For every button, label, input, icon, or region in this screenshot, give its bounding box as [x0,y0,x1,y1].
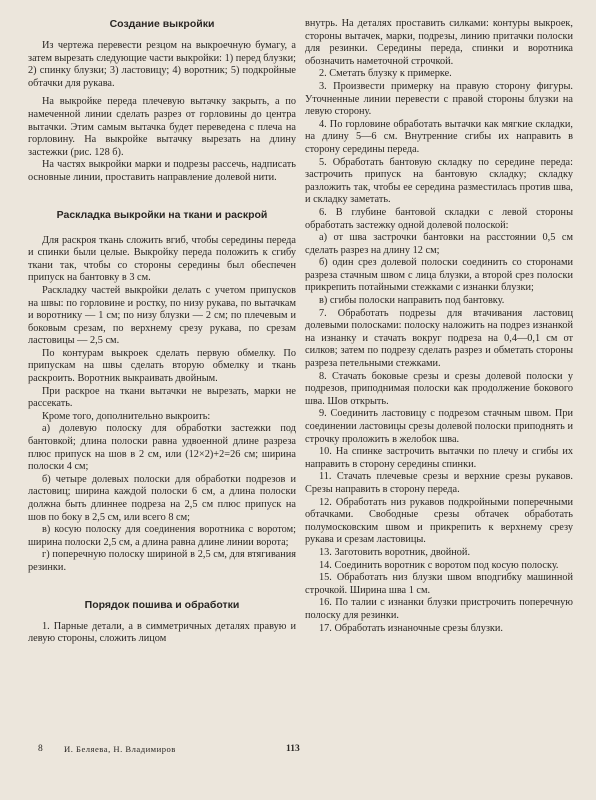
section-heading-layout-cutting: Раскладка выкройки на ткани и раскрой [56,208,268,221]
paragraph: Из чертежа перевести резцом на выкроечную бумагу, а затем вырезать следующие части выкройки: 1) перед блузки; 2) спинку блузки; 3) ластовицу; 4) воротник; 5) подкройные обтачки для рукава. [28,40,296,89]
page-number: 113 [286,744,300,754]
step-item: 9. Соединить ластовицу с подрезом стачным швом. При соединении ластовицы срезы долевой полоски приподнять и строчку проложить в желобок шва. [305,408,573,445]
step-item: 10. На спинке застрочить вытачки по плечу и сгибы их направить в сторону середины спинки. [305,446,573,470]
step-item: 3. Произвести примерку на правую сторону фигуры. Уточненные линии перевести с правой стороны блузки на левую сторону. [305,80,573,118]
step-item: 8. Стачать боковые срезы и срезы долевой полоски у подрезов, приподнимая полоски как продолжение бокового шва. Шов открыть. [305,370,573,407]
list-item: в) косую полоску для соединения воротника с воротом; ширина полоски 2,5 см, а длина равна длине линии ворота; [28,524,296,548]
step-item: 17. Обработать изнаночные срезы блузки. [319,622,503,634]
list-item: г) поперечную полоску шириной в 2,5 см, для втягивания резинки. [28,549,296,573]
paragraph: При раскрое на ткани вытачки не вырезать, марки не рассекать. [28,385,296,410]
step-item: 15. Обработать низ блузки швом вподгибку машинной строчкой. Ширина шва 1 см. [305,572,573,596]
left-column [28,18,296,646]
footer-authors: И. Беляева, Н. Владимиров [64,744,176,754]
paragraph: Кроме того, дополнительно выкроить: [42,410,211,422]
right-column [305,18,573,635]
paragraph: внутрь. На деталях проставить силками: контуры выкроек, стороны вытачек, марки, подрезы, линию притачки полоски для резинки. Середины переда, спинки и воротника обозначить наметочной строчкой. [305,18,573,67]
step-item: 12. Обработать низ рукавов подкройными поперечными обтачками. Свободные срезы обтачек обработать полумосковским швом и прикрепить к верхнему срезу рукава и срезам ластовицы. [305,496,573,546]
list-item: б) четыре долевых полоски для обработки подрезов и ластовиц; ширина каждой полоски 6 см, а длина полоски должна быть длиннее подреза на 2,5 см плюс припуск на шов по боку в 2,5 см, или всего 8 см; [28,473,296,523]
paragraph: На выкройке переда плечевую вытачку закрыть, а по намеченной линии сделать разрез от горловины до центра вытачки. Этим самым вытачка будет переведена с плеча на горловину. На выкройке вытачку вырезать на длину застежки (рис. 128 б). [28,96,296,158]
step-item: 14. Соединить воротник с воротом под косую полоску. [319,559,559,571]
step-item: 5. Обработать бантовую складку по середине переда: застрочить припуск на бантовую складку; складку разложить так, чтобы ее середина разместилась против шва, и складку заметать. [305,156,573,206]
paragraph: На частях выкройки марки и подрезы рассечь, надписать основные линии, проставить направление долевой нити. [28,159,296,183]
step-item: 7. Обработать подрезы для втачивания ластовиц долевыми полосками: полоску наложить на подрез изнанкой на изнанку и стачать вокруг подреза на 0,4—0,1 см от силков; затем по подрезу сделать разрез и обметать стороны разреза петельными стежками. [305,307,573,370]
step-item: 11. Стачать плечевые срезы и верхние срезы рукавов. Срезы направить в сторону переда. [305,471,573,495]
step-item: 4. По горловине обработать вытачки как мягкие складки, на длину 5—6 см. Внутренние сгибы их направить в сторону середины переда. [305,118,573,155]
paragraph: По контурам выкроек сделать первую обмелку. По припускам на швы сделать вторую обмелку и ткань раскроить. Воротник выкраивать двойным. [28,347,296,385]
sub-item: в) сгибы полоски направить под бантовку. [319,295,505,307]
list-item: а) долевую полоску для обработки застежки под бантовкой; длина полоски равна удвоенной длине разреза плюс припуск на шов в 2 см, или (12×2)+2=26 см; ширина полоски 4 см; [28,423,296,473]
step-item: 6. В глубине бантовой складки с левой стороны обработать застежку одной долевой полоской: [305,206,573,231]
sub-item: а) от шва застрочки бантовки на расстоянии 0,5 см сделать разрез на длину 12 см; [305,232,573,256]
section-heading-sewing-order: Порядок пошива и обработки [84,598,240,611]
paragraph: 1. Парные детали, а в симметричных деталях правую и левую стороны, сложить лицом [28,620,296,645]
sub-item: б) один срез долевой полоски соединить со сторонами разреза стачным швом с лица блузки, а второй срез полоски прикрепить потайными стежками с изнанки блузки; [305,257,573,294]
step-item: 2. Сметать блузку к примерке. [319,68,452,80]
section-heading-pattern-creation: Создание выкройки [109,18,215,30]
paragraph: Для раскроя ткань сложить вгиб, чтобы середины переда и спинки были целые. Выкройку переда положить к сгибу ткани так, чтобы со стороны середины был обеспечен припуск на бантовку в 3 см. [28,234,296,284]
step-item: 16. По талии с изнанки блузки пристрочить поперечную полоску для резинки. [305,597,573,621]
step-item: 13. Заготовить воротник, двойной. [319,546,471,558]
paragraph: Раскладку частей выкройки делать с учетом припусков на швы: по горловине и ростку, по низу рукава, по вытачкам и воротнику — 1 см; по низу блузки — 2 см; по плечевым и боковым срезам, по верхнему срезу рукава, по срезам ластовицы — 2,5 см. [28,284,296,347]
signature-mark: 8 [38,744,43,754]
